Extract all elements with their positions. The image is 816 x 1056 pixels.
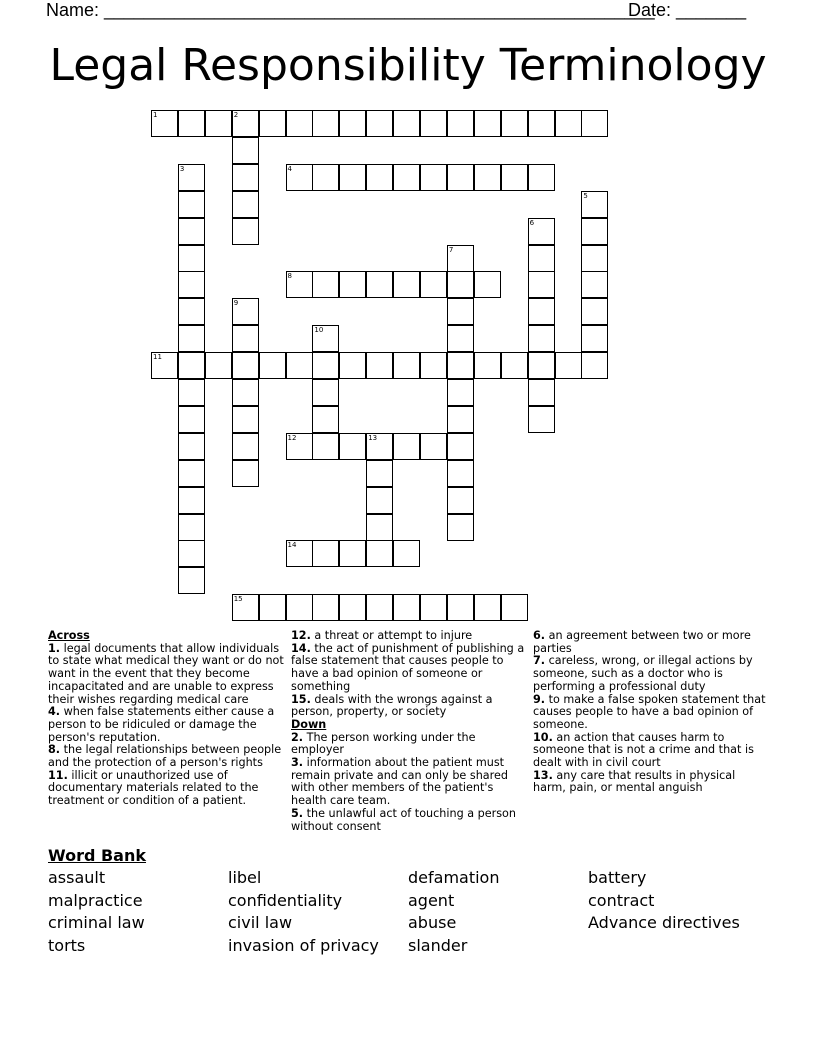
- grid-cell[interactable]: [447, 514, 474, 541]
- grid-cell[interactable]: [447, 594, 474, 621]
- grid-cell[interactable]: [501, 594, 528, 621]
- grid-cell[interactable]: [232, 325, 259, 352]
- grid-cell[interactable]: [366, 110, 393, 137]
- grid-cell[interactable]: [474, 594, 501, 621]
- grid-cell[interactable]: [366, 540, 393, 567]
- word-bank-item: assault: [48, 868, 106, 887]
- grid-cell[interactable]: [366, 487, 393, 514]
- grid-cell[interactable]: [205, 352, 232, 379]
- grid-cell[interactable]: [339, 594, 366, 621]
- word-bank-item: slander: [408, 935, 468, 955]
- grid-cell[interactable]: [178, 460, 205, 487]
- grid-cell[interactable]: [528, 298, 555, 325]
- grid-cell[interactable]: [205, 110, 232, 137]
- clue-down-6: 6. an agreement between two or more parties: [533, 629, 751, 655]
- word-bank-item: confidentiality: [228, 890, 343, 910]
- grid-cell[interactable]: [447, 164, 474, 191]
- grid-cell[interactable]: [178, 352, 205, 379]
- grid-cell[interactable]: [581, 271, 608, 298]
- grid-cell[interactable]: [312, 271, 339, 298]
- grid-cell[interactable]: [232, 460, 259, 487]
- grid-cell[interactable]: [393, 271, 420, 298]
- grid-cell[interactable]: [366, 460, 393, 487]
- word-bank-item: torts: [48, 935, 86, 955]
- clue-down-2: 2. The person working under the employer: [291, 730, 476, 757]
- grid-cell[interactable]: [447, 245, 474, 272]
- clue-number: 7: [448, 245, 454, 254]
- word-bank-item: contract: [588, 890, 655, 910]
- grid-cell[interactable]: [339, 271, 366, 298]
- grid-cell[interactable]: [339, 433, 366, 460]
- word-bank-item: criminal law: [48, 913, 145, 932]
- down-heading: Down: [291, 717, 327, 731]
- clue-down-5: 5. the unlawful act of touching a person without consent: [291, 806, 516, 833]
- grid-cell[interactable]: [366, 271, 393, 298]
- word-bank-item: libel: [228, 868, 262, 887]
- grid-cell[interactable]: [501, 164, 528, 191]
- grid-cell[interactable]: [393, 594, 420, 621]
- grid-cell[interactable]: [528, 406, 555, 433]
- grid-cell[interactable]: [581, 218, 608, 245]
- word-bank-title: Word Bank: [48, 846, 147, 865]
- grid-cell[interactable]: [232, 110, 259, 137]
- word-bank-item: Advance directives: [588, 913, 740, 932]
- grid-cell[interactable]: [581, 110, 608, 137]
- clue-across-1: 1. legal documents that allow individuals to state what medical they want or do not want in the event that they become incapacitated and are unable to express their wishes regarding medical care: [48, 641, 284, 706]
- date-field[interactable]: Date: _______: [628, 0, 747, 20]
- grid-cell[interactable]: [312, 352, 339, 379]
- grid-cell[interactable]: [393, 110, 420, 137]
- clue-number: 4: [287, 164, 292, 173]
- word-bank-item: malpractice: [48, 890, 143, 910]
- grid-cell[interactable]: [312, 433, 339, 460]
- grid-cell[interactable]: [393, 164, 420, 191]
- grid-cell[interactable]: [366, 514, 393, 541]
- word-bank: [48, 868, 808, 958]
- grid-cell[interactable]: [555, 352, 582, 379]
- grid-cell[interactable]: [151, 352, 178, 379]
- grid-cell[interactable]: [286, 110, 313, 137]
- clue-across-8: 8. the legal relationships between people and the protection of a person's rights: [48, 743, 282, 770]
- grid-cell[interactable]: [447, 487, 474, 514]
- grid-cell[interactable]: [312, 110, 339, 137]
- grid-cell[interactable]: [528, 164, 555, 191]
- grid-cell[interactable]: [178, 298, 205, 325]
- clue-down-13: 13. any care that results in physical harm, pain, or mental anguish: [533, 768, 736, 795]
- clue-number: 5: [583, 191, 588, 200]
- grid-cell[interactable]: [474, 164, 501, 191]
- grid-cell[interactable]: [474, 271, 501, 298]
- grid-cell[interactable]: [501, 352, 528, 379]
- grid-cell[interactable]: [528, 245, 555, 272]
- clue-down-7: 7. careless, wrong, or illegal actions by someone, such as a doctor who is performing a professional duty: [533, 654, 753, 693]
- word-bank-item: abuse: [408, 913, 457, 932]
- grid-cell[interactable]: [178, 514, 205, 541]
- clue-across-12: 12. a threat or attempt to injure: [291, 629, 473, 642]
- clue-number: 8: [287, 272, 292, 281]
- grid-cell[interactable]: [447, 379, 474, 406]
- grid-cell[interactable]: [178, 245, 205, 272]
- grid-cell[interactable]: [232, 218, 259, 245]
- grid-cell[interactable]: [420, 164, 447, 191]
- word-bank-item: battery: [588, 868, 647, 887]
- grid-cell[interactable]: [286, 433, 313, 460]
- clue-across-4: 4. when false statements either cause a person to be ridiculed or damage the person's reputation.: [48, 705, 275, 744]
- clue-column-2: [291, 630, 527, 833]
- grid-cell[interactable]: [528, 110, 555, 137]
- grid-cell[interactable]: [528, 218, 555, 245]
- grid-cell[interactable]: [366, 352, 393, 379]
- grid-cell[interactable]: [339, 352, 366, 379]
- clue-across-14: 14. the act of punishment of publishing a false statement that causes people to have a bad opinion of someone or something: [291, 641, 525, 693]
- grid-cell[interactable]: [178, 406, 205, 433]
- grid-cell[interactable]: [420, 433, 447, 460]
- clue-number: 1: [153, 111, 158, 119]
- grid-cell[interactable]: [178, 567, 205, 594]
- grid-cell[interactable]: [447, 325, 474, 352]
- word-bank-item: invasion of privacy: [228, 935, 379, 955]
- grid-cell[interactable]: [447, 460, 474, 487]
- grid-cell[interactable]: [232, 433, 259, 460]
- grid-cell[interactable]: [393, 433, 420, 460]
- across-heading: Across: [48, 629, 90, 642]
- grid-cell[interactable]: [528, 379, 555, 406]
- grid-cell[interactable]: [178, 271, 205, 298]
- page-title: Legal Responsibility Terminology: [49, 40, 767, 91]
- grid-cell[interactable]: [259, 110, 286, 137]
- grid-cell[interactable]: [178, 540, 205, 567]
- grid-cell[interactable]: [366, 164, 393, 191]
- clue-across-11: 11. illicit or unauthorized use of documentary materials related to the treatment or condition of a patient.: [48, 768, 259, 808]
- grid-cell[interactable]: [366, 433, 393, 460]
- grid-cell[interactable]: [581, 325, 608, 352]
- clue-number: 2: [233, 111, 239, 119]
- grid-cell[interactable]: [178, 164, 205, 191]
- clue-column-3: [533, 630, 769, 795]
- grid-cell[interactable]: [581, 298, 608, 325]
- grid-cell[interactable]: [581, 245, 608, 272]
- clue-across-15: 15. deals with the wrongs against a person, property, or society: [291, 692, 493, 719]
- word-bank-item: defamation: [408, 868, 500, 887]
- grid-cell[interactable]: [312, 379, 339, 406]
- clue-column-1: [48, 630, 284, 808]
- grid-cell[interactable]: [393, 540, 420, 567]
- grid-cell[interactable]: [312, 325, 339, 352]
- grid-cell[interactable]: [259, 352, 286, 379]
- grid-cell[interactable]: [232, 137, 259, 164]
- grid-cell[interactable]: [286, 271, 313, 298]
- clue-number: 6: [529, 218, 535, 227]
- grid-cell[interactable]: [178, 325, 205, 352]
- clue-down-9: 9. to make a false spoken statement that causes people to have a bad opinion of someone.: [533, 692, 766, 731]
- clue-number: 9: [233, 299, 239, 308]
- grid-cell[interactable]: [447, 433, 474, 460]
- grid-cell[interactable]: [447, 298, 474, 325]
- word-bank-item: civil law: [228, 913, 293, 932]
- grid-cell[interactable]: [232, 191, 259, 218]
- grid-cell[interactable]: [312, 540, 339, 567]
- clue-number: 13: [368, 433, 378, 442]
- grid-cell[interactable]: [420, 271, 447, 298]
- grid-cell[interactable]: [232, 406, 259, 433]
- name-field[interactable]: Name: _______________________________________________________: [46, 0, 655, 20]
- word-bank-item: agent: [408, 890, 455, 910]
- grid-cell[interactable]: [259, 594, 286, 621]
- grid-cell[interactable]: [232, 298, 259, 325]
- grid-cell[interactable]: [581, 352, 608, 379]
- grid-cell[interactable]: [420, 594, 447, 621]
- grid-cell[interactable]: [555, 110, 582, 137]
- grid-cell[interactable]: [286, 352, 313, 379]
- grid-cell[interactable]: [528, 271, 555, 298]
- grid-cell[interactable]: [339, 110, 366, 137]
- clue-number: 15: [233, 595, 243, 604]
- grid-cell[interactable]: [474, 352, 501, 379]
- grid-cell[interactable]: [178, 110, 205, 137]
- grid-cell[interactable]: [232, 379, 259, 406]
- grid-cell[interactable]: [447, 110, 474, 137]
- grid-cell[interactable]: [528, 325, 555, 352]
- grid-cell[interactable]: [581, 191, 608, 218]
- grid-cell[interactable]: [447, 406, 474, 433]
- grid-cell[interactable]: [178, 433, 205, 460]
- clue-number: 14: [287, 541, 297, 550]
- grid-cell[interactable]: [178, 379, 205, 406]
- grid-cell[interactable]: [312, 406, 339, 433]
- grid-cell[interactable]: [232, 352, 259, 379]
- grid-cell[interactable]: [339, 164, 366, 191]
- clue-number: 11: [153, 353, 162, 362]
- grid-cell[interactable]: [178, 487, 205, 514]
- grid-cell[interactable]: [474, 110, 501, 137]
- grid-cell[interactable]: [232, 594, 259, 621]
- grid-cell[interactable]: [286, 164, 313, 191]
- grid-cell[interactable]: [366, 594, 393, 621]
- grid-cell[interactable]: [447, 271, 474, 298]
- clue-down-10: 10. an action that causes harm to someone that is not a crime and that is dealt with in civil court: [533, 730, 754, 770]
- grid-cell[interactable]: [501, 110, 528, 137]
- grid-cell[interactable]: [528, 352, 555, 379]
- grid-cell[interactable]: [420, 110, 447, 137]
- grid-cell[interactable]: [151, 110, 178, 137]
- clue-number: 10: [314, 326, 324, 335]
- clue-number: 3: [179, 164, 185, 173]
- grid-cell[interactable]: [312, 164, 339, 191]
- grid-cell[interactable]: [393, 352, 420, 379]
- grid-cell[interactable]: [232, 164, 259, 191]
- grid-cell[interactable]: [447, 352, 474, 379]
- grid-cell[interactable]: [420, 352, 447, 379]
- grid-cell[interactable]: [312, 594, 339, 621]
- clue-number: 12: [287, 433, 297, 442]
- grid-cell[interactable]: [286, 540, 313, 567]
- grid-cell[interactable]: [178, 191, 205, 218]
- grid-cell[interactable]: [178, 218, 205, 245]
- clue-down-3: 3. information about the patient must remain private and can only be shared with other members of the patient's health care team.: [291, 756, 508, 808]
- grid-cell[interactable]: [339, 540, 366, 567]
- grid-cell[interactable]: [286, 594, 313, 621]
